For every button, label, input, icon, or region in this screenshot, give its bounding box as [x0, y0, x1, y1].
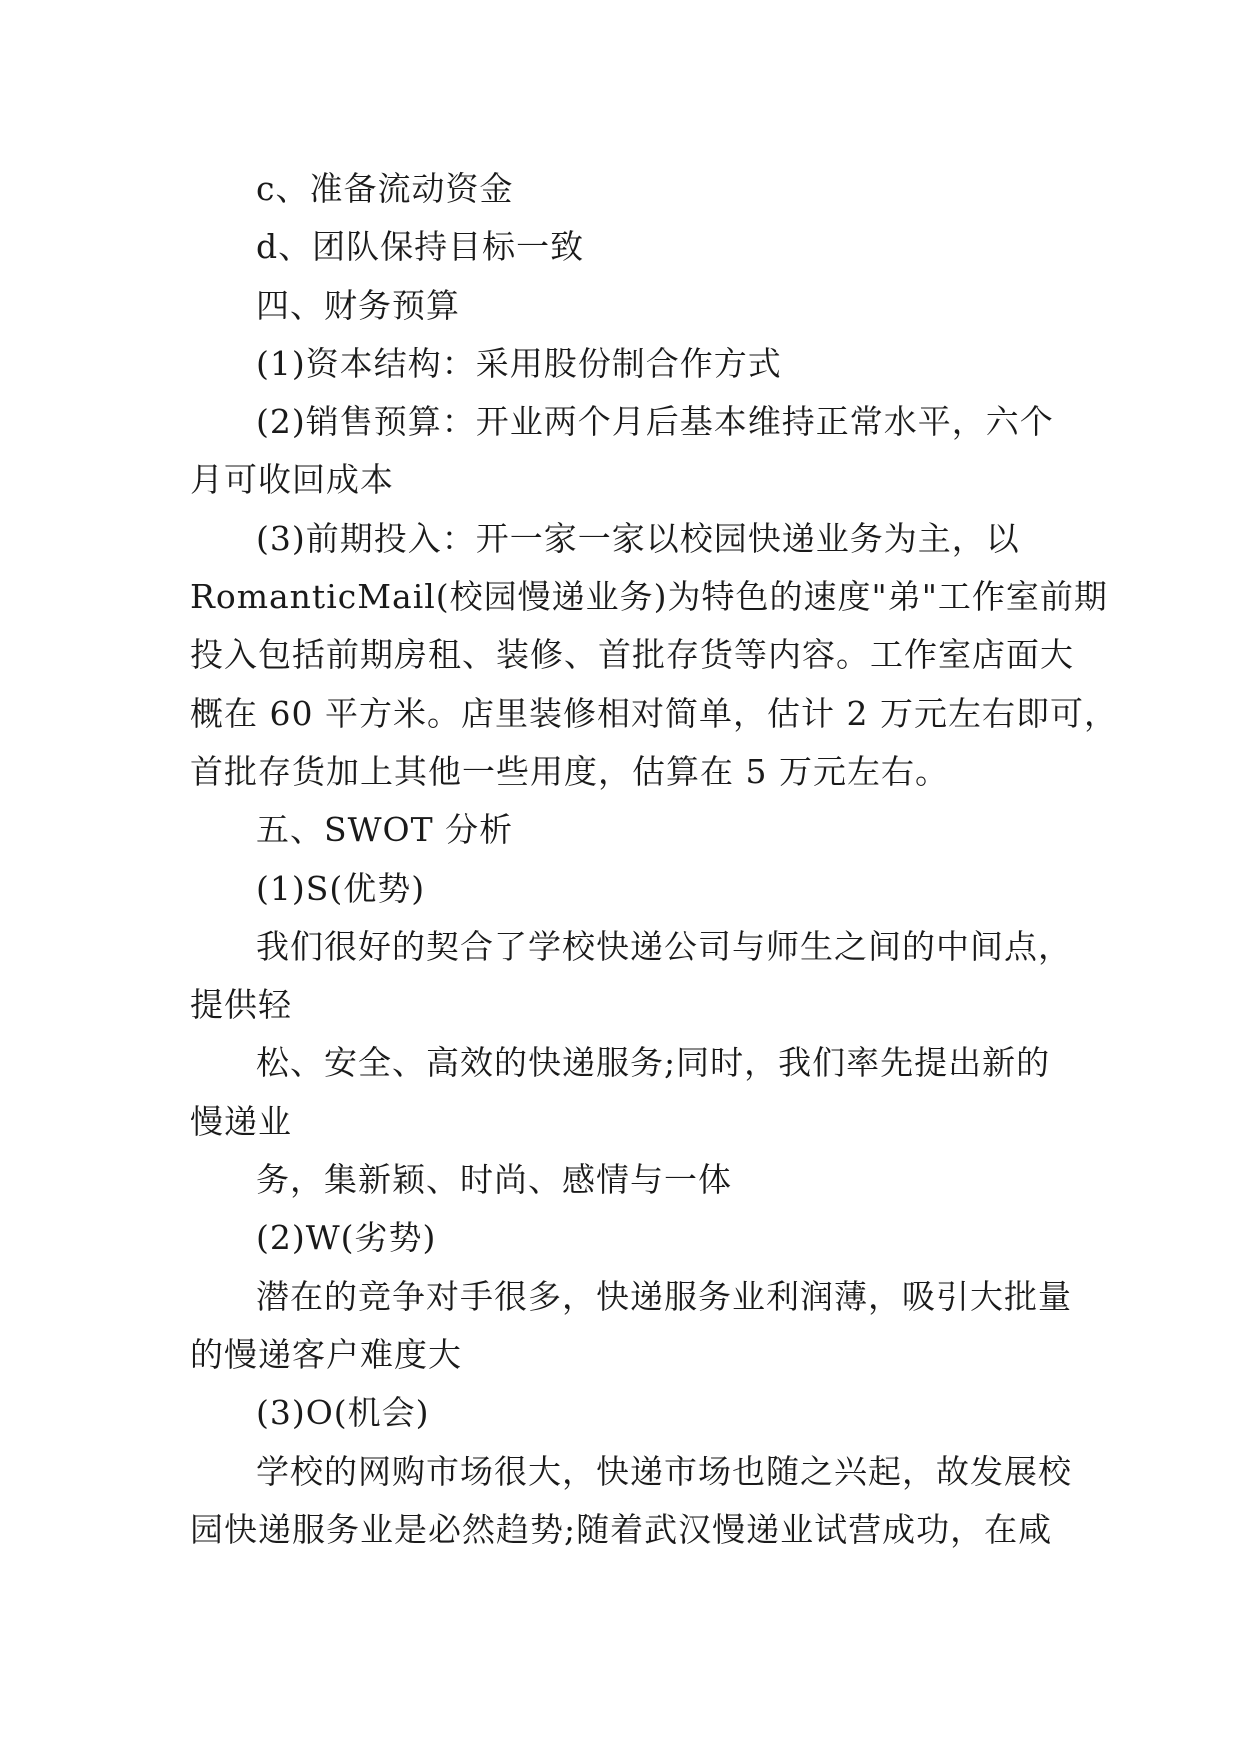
text-line: 园快递服务业是必然趋势;随着武汉慢递业试营成功，在咸	[190, 1509, 1053, 1549]
text-line: 松、安全、高效的快递服务;同时，我们率先提出新的	[256, 1043, 1051, 1083]
text-line: (3)O(机会)	[256, 1393, 430, 1433]
text-line: 慢递业	[190, 1101, 292, 1141]
text-line: 首批存货加上其他一些用度，估算在 5 万元左右。	[190, 751, 949, 791]
document-body	[190, 160, 1118, 1559]
text-line: (1)资本结构：采用股份制合作方式	[256, 343, 782, 383]
text-line: RomanticMail(校园慢递业务)为特色的速度"弟"工作室前期	[190, 577, 1108, 617]
text-line: 学校的网购市场很大，快递市场也随之兴起，故发展校	[256, 1451, 1072, 1491]
text-line: 投入包括前期房租、装修、首批存货等内容。工作室店面大	[190, 635, 1074, 675]
text-line: 务，集新颖、时尚、感情与一体	[256, 1160, 732, 1200]
text-line: (2)销售预算：开业两个月后基本维持正常水平，六个	[256, 402, 1054, 442]
text-line: 我们很好的契合了学校快递公司与师生之间的中间点，	[256, 926, 1072, 966]
section-heading: 四、财务预算	[256, 285, 460, 325]
text-line: 月可收回成本	[190, 460, 394, 500]
text-line: (3)前期投入：开一家一家以校园快递业务为主，以	[256, 518, 1020, 558]
text-line: 的慢递客户难度大	[190, 1334, 462, 1374]
text-line: (2)W(劣势)	[256, 1218, 437, 1258]
section-heading: 五、SWOT 分析	[256, 810, 514, 850]
text-line: (1)S(优势)	[256, 868, 426, 908]
text-line: 概在 60 平方米。店里装修相对简单，估计 2 万元左右即可，	[190, 693, 1118, 733]
text-line: d、团队保持目标一致	[256, 227, 585, 267]
text-line: c、准备流动资金	[256, 169, 514, 208]
text-line: 提供轻	[190, 985, 292, 1025]
text-line: 潜在的竞争对手很多，快递服务业利润薄，吸引大批量	[256, 1276, 1072, 1316]
